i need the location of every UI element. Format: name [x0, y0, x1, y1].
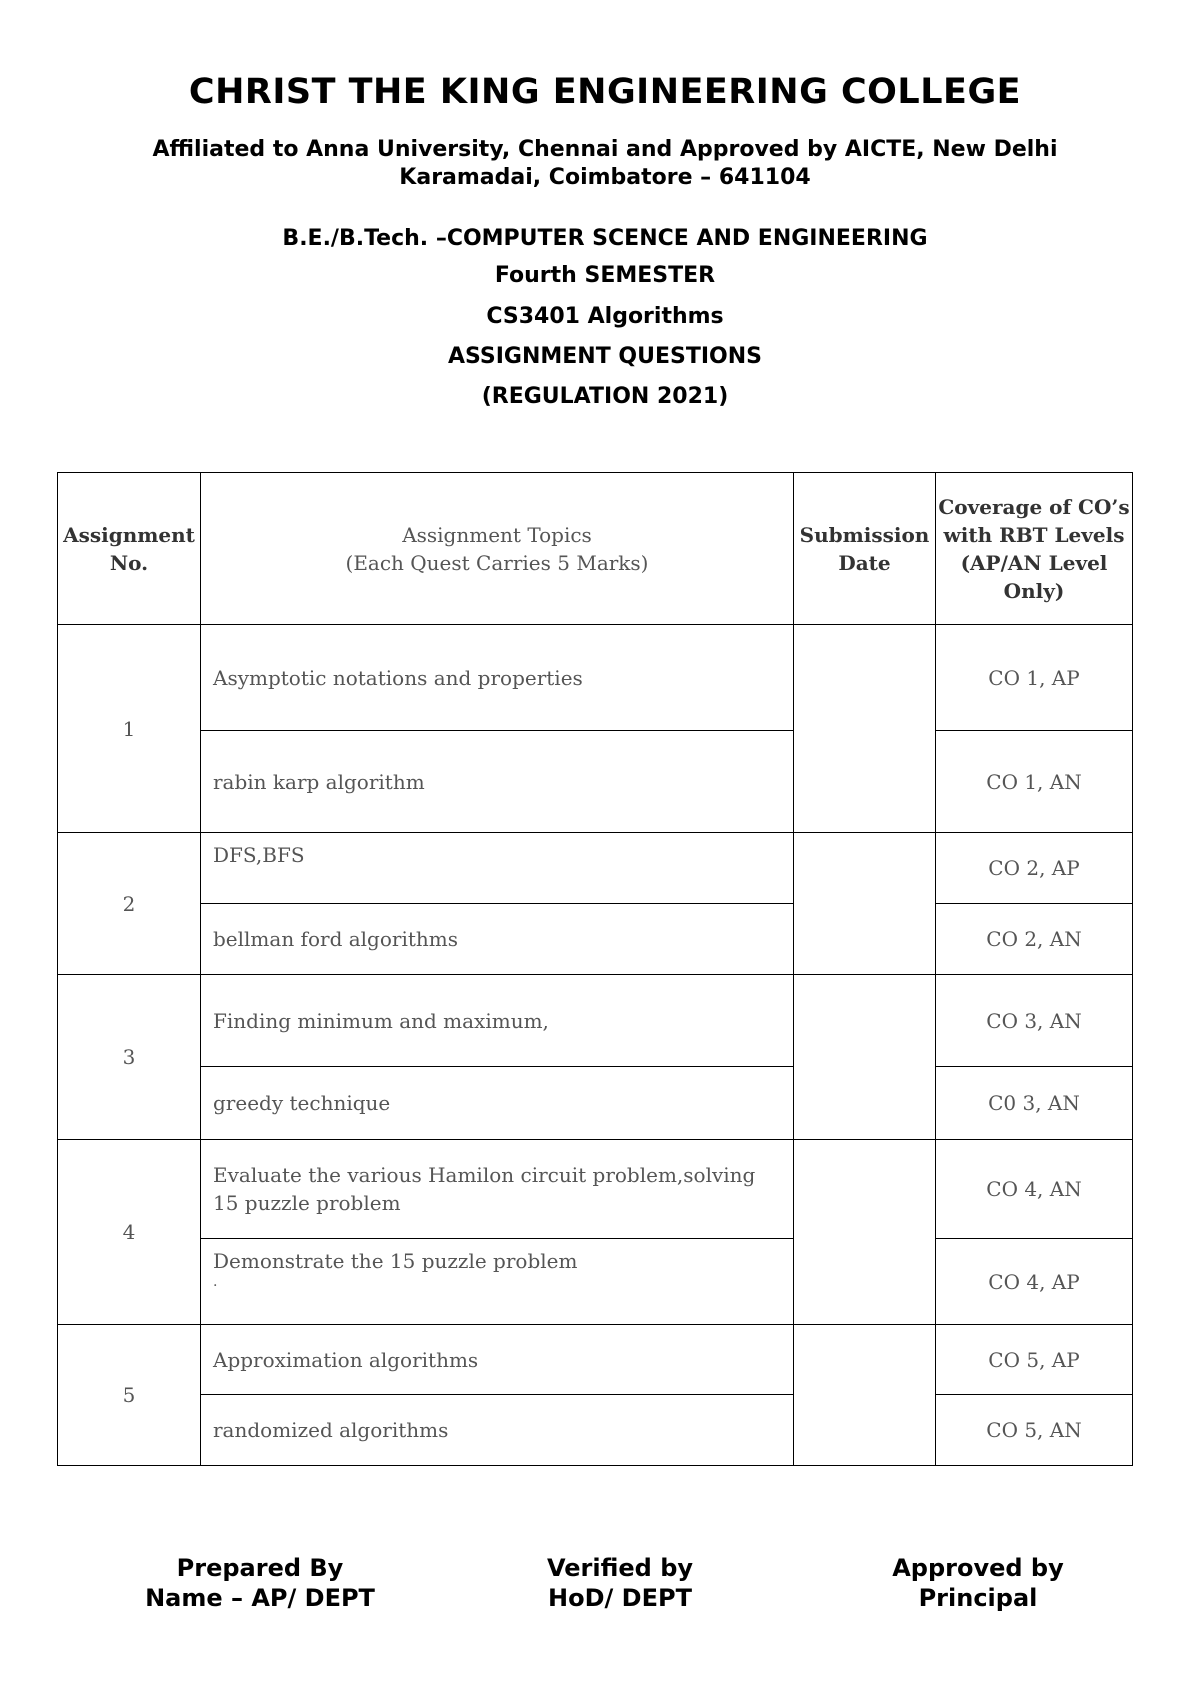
table-row: [58, 731, 1133, 833]
topic-cell: [201, 1239, 794, 1325]
affiliation-line: Affiliated to Anna University, Chennai and Approved by AICTE, New Delhi: [152, 137, 1058, 162]
submission-date-cell: [794, 1325, 936, 1466]
topic-cell: DFS,BFS: [201, 833, 794, 904]
topic-text: Demonstrate the 15 puzzle problem: [213, 1249, 578, 1273]
co-coverage-cell: CO 3, AN: [936, 975, 1133, 1067]
submission-date-cell: [794, 833, 936, 975]
co-coverage-cell: CO 1, AP: [936, 625, 1133, 731]
course-line: CS3401 Algorithms: [486, 304, 724, 329]
topic-mark: .: [213, 1274, 218, 1290]
verified-by-block: [460, 1553, 780, 1613]
approved-by-title: Approved by: [892, 1554, 1064, 1582]
topic-cell: Asymptotic notations and properties: [201, 625, 794, 731]
assignment-number: 4: [58, 1140, 201, 1325]
header-submission-date: Submission Date: [794, 473, 936, 625]
assignment-number: 1: [58, 625, 201, 833]
assignment-number: 2: [58, 833, 201, 975]
semester-line: Fourth SEMESTER: [494, 263, 716, 288]
prepared-by-name: Name – AP/ DEPT: [145, 1584, 375, 1612]
table-row: [58, 625, 1133, 731]
verified-by-title: Verified by: [546, 1554, 694, 1582]
header-assignment-no: Assignment No.: [58, 473, 201, 625]
verified-by-name: HoD/ DEPT: [548, 1584, 692, 1612]
college-name: CHRIST THE KING ENGINEERING COLLEGE: [188, 72, 1022, 112]
table-row: [58, 1140, 1133, 1239]
co-coverage-cell: CO 2, AN: [936, 904, 1133, 975]
table-row: [58, 1395, 1133, 1466]
regulation-line: (REGULATION 2021): [481, 384, 729, 409]
table-row: [58, 833, 1133, 904]
assignment-table: [57, 472, 1133, 1466]
header-topics-line1: Assignment Topics: [402, 522, 592, 547]
submission-date-cell: [794, 1140, 936, 1325]
co-coverage-cell: C0 3, AN: [936, 1067, 1133, 1140]
prepared-by-title: Prepared By: [176, 1554, 344, 1582]
table-row: [58, 904, 1133, 975]
header-coverage-line: Coverage of CO’s with RBT Levels: [938, 494, 1130, 547]
topic-cell: Evaluate the various Hamilon circuit problem,solving 15 puzzle problem: [201, 1140, 794, 1239]
topic-cell: randomized algorithms: [201, 1395, 794, 1466]
header-topics-line2: (Each Quest Carries 5 Marks): [345, 550, 649, 575]
submission-date-cell: [794, 625, 936, 833]
table-row: [58, 1067, 1133, 1140]
address-line: Karamadai, Coimbatore – 641104: [399, 165, 811, 190]
topic-cell: rabin karp algorithm: [201, 731, 794, 833]
header-topics: [201, 473, 794, 625]
header-coverage: [936, 473, 1133, 625]
submission-date-cell: [794, 975, 936, 1140]
table-row: [58, 1239, 1133, 1325]
approved-by-block: [818, 1553, 1138, 1613]
co-coverage-cell: CO 5, AN: [936, 1395, 1133, 1466]
assignment-number: 3: [58, 975, 201, 1140]
prepared-by-block: [100, 1553, 420, 1613]
program-line: B.E./B.Tech. –COMPUTER SCENCE AND ENGINEERING: [282, 226, 928, 251]
co-coverage-cell: CO 1, AN: [936, 731, 1133, 833]
co-coverage-cell: CO 4, AP: [936, 1239, 1133, 1325]
header-coverage-note: (AP/AN Level Only): [960, 550, 1108, 603]
topic-cell: bellman ford algorithms: [201, 904, 794, 975]
assignment-number: 5: [58, 1325, 201, 1466]
co-coverage-cell: CO 4, AN: [936, 1140, 1133, 1239]
topic-cell: greedy technique: [201, 1067, 794, 1140]
topic-cell: Approximation algorithms: [201, 1325, 794, 1395]
co-coverage-cell: CO 5, AP: [936, 1325, 1133, 1395]
topic-cell: Finding minimum and maximum,: [201, 975, 794, 1067]
co-coverage-cell: CO 2, AP: [936, 833, 1133, 904]
table-row: [58, 975, 1133, 1067]
table-row: [58, 1325, 1133, 1395]
table-header-row: [58, 473, 1133, 625]
approved-by-name: Principal: [918, 1584, 1038, 1612]
document-title: ASSIGNMENT QUESTIONS: [448, 344, 762, 369]
